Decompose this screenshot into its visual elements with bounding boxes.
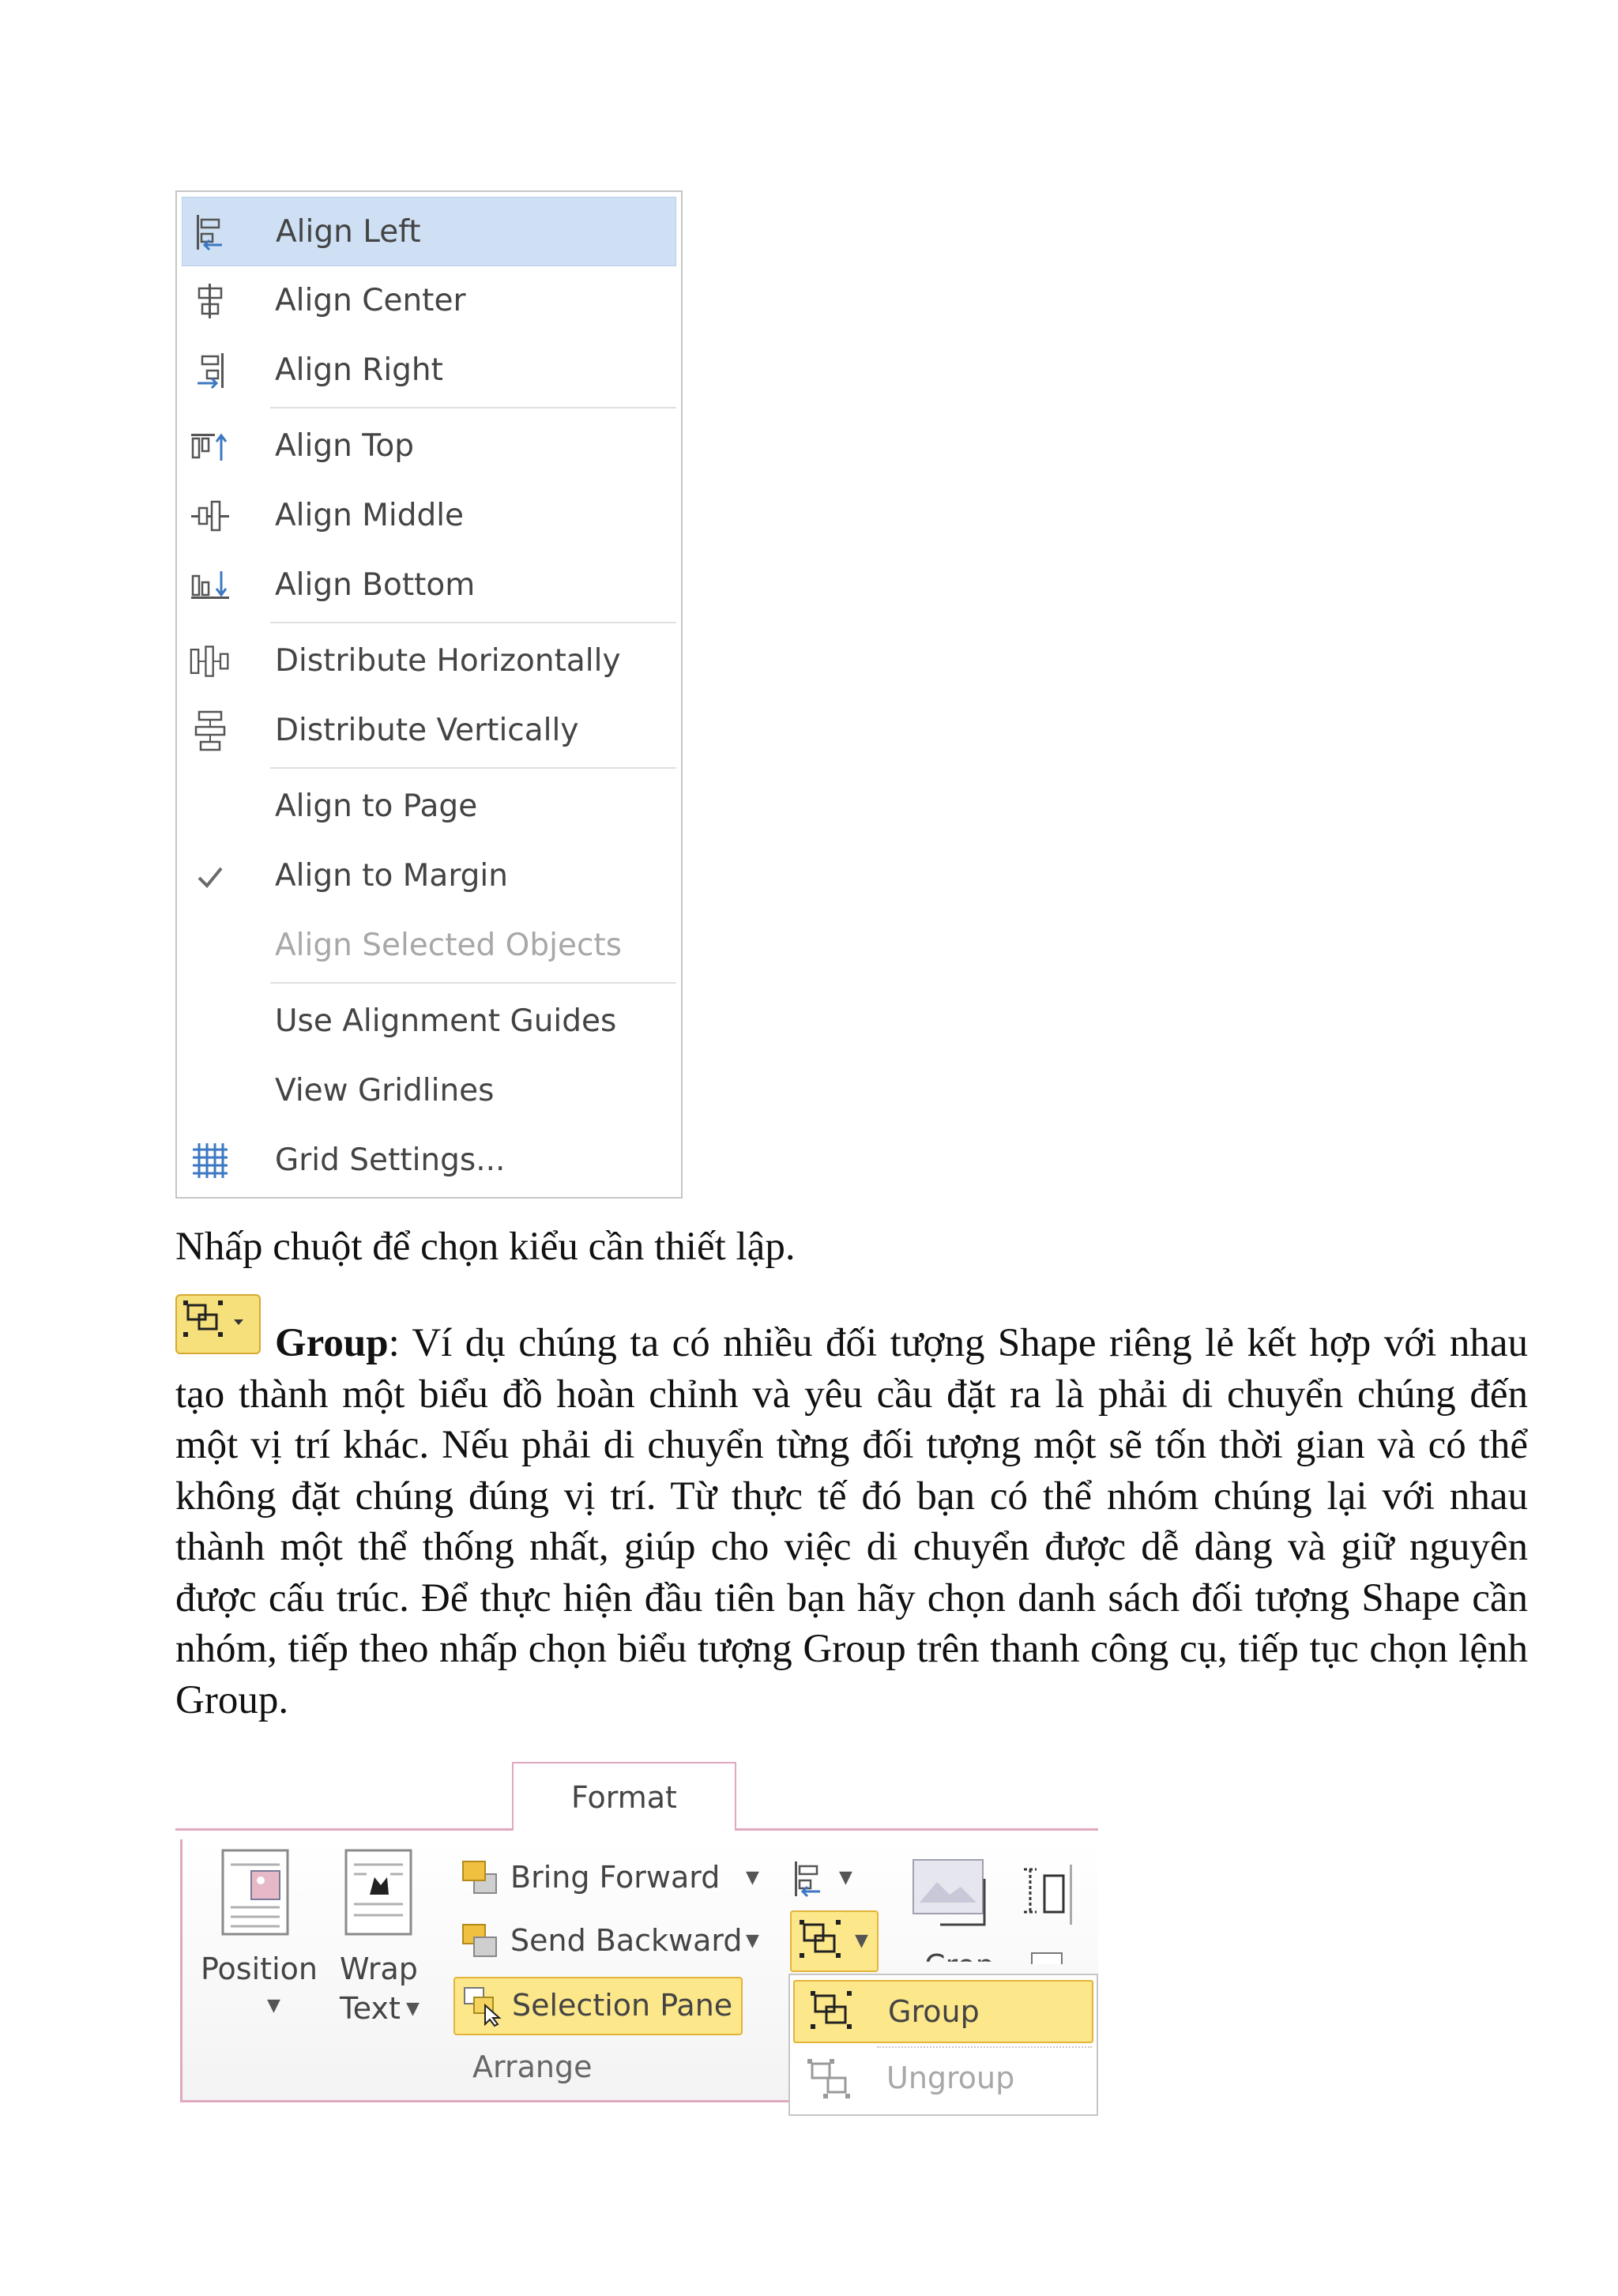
menu-item-label: Distribute Vertically — [275, 713, 579, 748]
wrap-text-button[interactable] — [330, 1849, 425, 2062]
position-button[interactable] — [191, 1849, 318, 2062]
tab-format[interactable]: Format — [512, 1762, 736, 1830]
menu-item-grid-settings[interactable] — [182, 1126, 676, 1195]
wrap-label: Wrap — [340, 1952, 418, 1986]
group-term: Group — [275, 1321, 389, 1365]
group-button[interactable] — [790, 1910, 879, 1972]
menu-item-align-center[interactable] — [182, 266, 676, 336]
menu-item-label: Group — [888, 1994, 980, 2029]
menu-item-ungroup — [793, 2051, 1093, 2111]
menu-item-distribute-horizontally[interactable] — [182, 627, 676, 696]
align-bottom-icon — [190, 565, 231, 606]
selection-pane-button[interactable] — [453, 1977, 743, 2035]
menu-item-label: Align Right — [275, 352, 443, 388]
menu-item-label: Align to Margin — [275, 858, 508, 894]
tab-gap — [514, 1828, 735, 1831]
selection-pane-label: Selection Pane — [512, 1988, 733, 2023]
menu-item-label: Align Top — [275, 428, 415, 464]
send-backward-icon — [460, 1921, 501, 1963]
ribbon-left-border — [180, 1839, 182, 2102]
align-left-icon — [190, 212, 231, 253]
group-icon — [806, 1988, 861, 2038]
picture-crop-icon — [909, 1855, 995, 1931]
dropdown-arrow-icon: ▼ — [839, 1868, 852, 1888]
menu-separator — [270, 982, 676, 984]
group-dropdown-menu — [788, 1974, 1098, 2116]
menu-separator — [270, 622, 676, 623]
align-right-icon — [190, 350, 231, 391]
position-icon — [220, 1849, 291, 1936]
menu-item-label: Grid Settings... — [275, 1142, 506, 1178]
distribute-horizontally-icon — [190, 641, 231, 682]
menu-item-label: Align Middle — [275, 498, 465, 533]
instruction-text: Nhấp chuột để chọn kiểu cần thiết lập. — [175, 1225, 796, 1269]
align-center-icon — [190, 280, 231, 322]
menu-item-label: View Gridlines — [275, 1073, 495, 1108]
menu-item-label: Align to Page — [275, 789, 478, 824]
distribute-vertically-icon — [190, 710, 231, 751]
menu-separator — [270, 767, 676, 769]
dropdown-arrow-icon: ▼ — [267, 1996, 280, 2016]
dropdown-arrow-icon: ▼ — [406, 1999, 420, 2019]
dropdown-arrow-icon: ▼ — [746, 1868, 759, 1888]
bring-forward-button[interactable] — [460, 1855, 760, 1906]
align-middle-icon — [190, 495, 231, 536]
position-label: Position — [201, 1952, 318, 1986]
menu-item-distribute-vertically[interactable] — [182, 696, 676, 766]
format-ribbon — [175, 1762, 1098, 2117]
menu-separator — [877, 2046, 1092, 2048]
align-icon — [792, 1860, 830, 1898]
menu-item-label: Align Left — [276, 214, 421, 250]
text-label: Text — [340, 1991, 401, 2026]
menu-item-label: Distribute Horizontally — [275, 643, 621, 679]
align-button[interactable] — [792, 1855, 863, 1903]
menu-item-label: Use Alignment Guides — [275, 1003, 617, 1039]
menu-item-align-top[interactable] — [182, 412, 676, 481]
grid-icon — [190, 1140, 231, 1181]
menu-item-label: Align Selected Objects — [275, 928, 623, 963]
checkmark-icon — [190, 856, 231, 897]
arrange-group-label: Arrange — [472, 2049, 593, 2084]
menu-item-label: Ungroup — [886, 2061, 1015, 2095]
menu-item-view-gridlines[interactable] — [182, 1056, 676, 1126]
group-paragraph — [175, 1318, 1528, 1726]
bring-forward-icon — [460, 1858, 501, 1899]
menu-item-align-left[interactable] — [182, 197, 676, 266]
menu-item-align-middle[interactable] — [182, 481, 676, 551]
align-dropdown-menu — [175, 190, 683, 1199]
menu-item-label: Align Bottom — [275, 567, 476, 603]
group-icon — [795, 1917, 850, 1967]
dropdown-arrow-icon: ▼ — [855, 1931, 868, 1951]
bring-forward-label: Bring Forward — [510, 1860, 721, 1895]
menu-item-align-bottom[interactable] — [182, 551, 676, 620]
menu-item-group[interactable] — [793, 1980, 1093, 2043]
send-backward-button[interactable] — [460, 1918, 760, 1969]
menu-item-label: Align Center — [275, 283, 466, 318]
dropdown-arrow-icon: ▼ — [746, 1931, 759, 1951]
size-icon — [1021, 1865, 1076, 1925]
send-backward-label: Send Backward — [510, 1923, 743, 1958]
menu-item-align-to-page[interactable] — [182, 772, 676, 841]
menu-item-align-selected-objects — [182, 911, 676, 981]
wrap-text-icon — [343, 1849, 414, 1936]
menu-item-use-alignment-guides[interactable] — [182, 987, 676, 1056]
menu-item-align-right[interactable] — [182, 336, 676, 405]
group-description: : Ví dụ chúng ta có nhiều đối tượng Shape riêng lẻ kết hợp với nhau tạo thành một biểu đồ hoàn chỉnh và yêu cầu đặt ra là phải di chuyển chúng đến một vị trí khác. Nếu phải di chuyển từng đối tượng một sẽ tốn thời gian và có thể không đặt chúng đúng vị trí. Từ thực tế đó bạn có thể nhóm chúng lại với nhau thành một thể thống nhất, giúp cho việc di chuyển được dễ dàng và giữ nguyên được cấu trúc. Để thực hiện đầu tiên bạn hãy chọn danh sách đối tượng Shape cần nhóm, tiếp theo nhấp chọn biểu tượng Group trên thanh công cụ, tiếp tục chọn lệnh Group. — [175, 1321, 1528, 1722]
menu-separator — [270, 407, 676, 408]
selection-pane-icon — [461, 1985, 504, 2027]
menu-item-align-to-margin[interactable] — [182, 841, 676, 911]
align-top-icon — [190, 426, 231, 467]
ungroup-icon — [804, 2056, 860, 2106]
